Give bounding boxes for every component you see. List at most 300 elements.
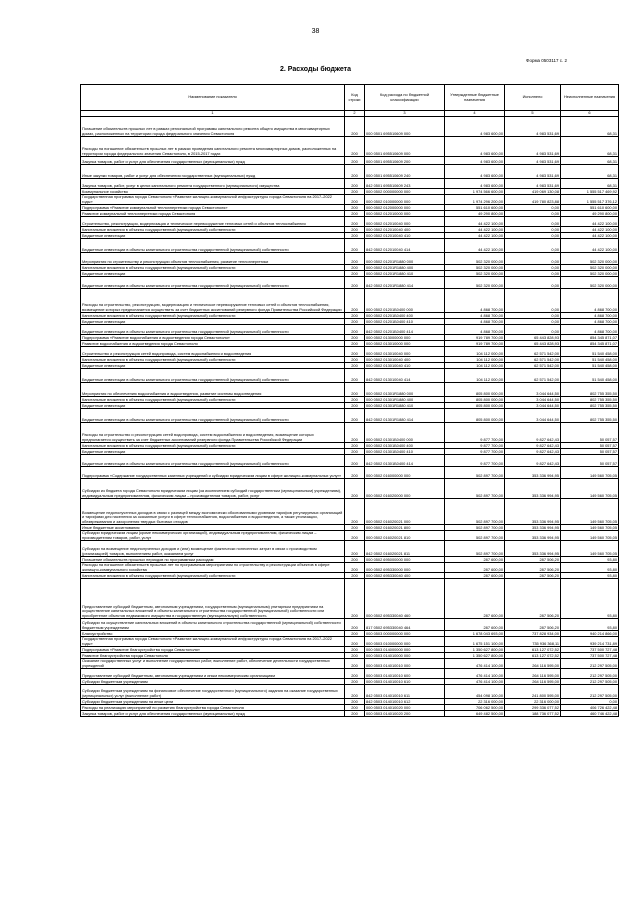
row-executed-amount: 0,00 — [505, 227, 561, 233]
row-name: Капитальные вложения в объекты государственной (муниципальной) собственности — [81, 573, 345, 579]
row-executed-amount: 287 506,20 — [505, 579, 561, 619]
row-remaining-amount: 4 868 700,00 — [561, 313, 619, 319]
row-executed-amount: 287 506,20 — [505, 563, 561, 573]
row-name: Субсидии из бюджета города Севастополя юридическим лицам (за исключением субсидий государственным (муниципальным) учреждениям), индивидуальным предпринимателям, физическим лицам – производителям товаров, работ, услуг — [81, 479, 345, 499]
row-approved-amount: 287 600,00 — [445, 619, 505, 631]
row-classification-code: 000 0502 01201R1880 400 — [365, 265, 445, 271]
row-name: Бюджетные инвестиции — [81, 233, 345, 239]
row-remaining-amount: 502 320 000,00 — [561, 277, 619, 289]
row-executed-amount: 287 506,20 — [505, 619, 561, 631]
row-name: Бюджетные инвестиции — [81, 271, 345, 277]
row-line-code: 200 — [345, 325, 365, 335]
row-classification-code: 000 0502 012010040 000 — [365, 217, 445, 227]
row-classification-code: 000 0503 014010000 000 — [365, 653, 445, 659]
row-name: Субсидии юридическим лицам (кроме некоммерческих организаций), индивидуальным предпринимателям, физическим лицам – производителям товаров, работ, услуг — [81, 531, 345, 541]
table-row — [81, 137, 619, 157]
row-remaining-amount: 50 057,57 — [561, 423, 619, 443]
table-row — [81, 253, 619, 265]
row-name: Закупка товаров, работ и услуг для обеспечения государственных (муниципальных) нужд — [81, 157, 345, 165]
table-row — [81, 369, 619, 383]
row-line-code: 200 — [345, 685, 365, 699]
row-remaining-amount: 93,80 — [561, 563, 619, 573]
row-executed-amount: 419 780 823,88 — [505, 195, 561, 205]
row-line-code: 200 — [345, 265, 365, 271]
row-remaining-amount: 502 320 000,00 — [561, 271, 619, 277]
row-approved-amount: 4 868 700,00 — [445, 313, 505, 319]
row-executed-amount: 0,00 — [505, 211, 561, 217]
row-executed-amount: 264 116 595,00 — [505, 669, 561, 679]
row-classification-code: 842 0502 013010040 414 — [365, 369, 445, 383]
row-classification-code: 000 0502 01201R1880 410 — [365, 271, 445, 277]
row-executed-amount: 419 069 130,08 — [505, 189, 561, 195]
row-name: Расходы на погашение обязательств прошлых лет по программным мероприятиям по строительству и реконструкции объектов в сфере жилищно-коммунального хозяйства — [81, 563, 345, 573]
row-executed-amount: 353 336 994,95 — [505, 531, 561, 541]
row-remaining-amount: 50 057,57 — [561, 449, 619, 455]
row-classification-code: 000 0502 01301R1880 410 — [365, 403, 445, 409]
row-classification-code: 000 0503 014010020 000 — [365, 705, 445, 711]
row-name: Благоустройство — [81, 631, 345, 637]
row-remaining-amount: 212 297 505,00 — [561, 669, 619, 679]
row-approved-amount: 287 600,00 — [445, 579, 505, 619]
row-line-code: 200 — [345, 357, 365, 363]
row-executed-amount: 9 827 642,43 — [505, 443, 561, 449]
table-row — [81, 579, 619, 619]
expenditure-table — [80, 84, 619, 717]
row-line-code: 200 — [345, 563, 365, 573]
column-header-executed: Исполнено — [505, 85, 561, 111]
row-classification-code: 000 0503 000000000 000 — [365, 631, 445, 637]
row-line-code: 200 — [345, 137, 365, 157]
row-executed-amount: 4 983 531,69 — [505, 157, 561, 165]
table-row — [81, 685, 619, 699]
row-remaining-amount: 68,31 — [561, 157, 619, 165]
row-classification-code: 000 0502 01201R1880 000 — [365, 253, 445, 265]
table-row — [81, 563, 619, 573]
row-line-code: 200 — [345, 579, 365, 619]
table-row — [81, 531, 619, 541]
row-remaining-amount: 940 214 866,00 — [561, 631, 619, 637]
row-approved-amount: 805 800 000,00 — [445, 383, 505, 397]
row-classification-code: 000 0502 013010000 000 — [365, 341, 445, 347]
row-remaining-amount: 51 540 458,00 — [561, 347, 619, 357]
row-approved-amount: 502 320 000,00 — [445, 271, 505, 277]
row-line-code: 200 — [345, 313, 365, 319]
row-name: Бюджетные инвестиции — [81, 403, 345, 409]
row-classification-code: 842 0502 016020021 811 — [365, 541, 445, 557]
row-remaining-amount: 0,00 — [561, 699, 619, 705]
row-approved-amount: 104 112 000,00 — [445, 369, 505, 383]
row-executed-amount: 0,00 — [505, 319, 561, 325]
row-remaining-amount: 50 057,57 — [561, 443, 619, 449]
row-remaining-amount: 854 345 871,07 — [561, 335, 619, 341]
row-name: Бюджетные инвестиции в объекты капитального строительства государственной (муниципальной) собственности — [81, 369, 345, 383]
column-header-name: Наименование показателя — [81, 85, 345, 111]
column-header-approved: Утвержденные бюджетные назначения — [445, 85, 505, 111]
row-classification-code: 000 0502 01301R1880 000 — [365, 383, 445, 397]
row-line-code: 200 — [345, 369, 365, 383]
row-line-code: 200 — [345, 499, 365, 525]
row-remaining-amount: 93,80 — [561, 579, 619, 619]
row-remaining-amount: 68,31 — [561, 137, 619, 157]
row-remaining-amount: 51 540 458,00 — [561, 357, 619, 363]
row-remaining-amount: 212 297 505,00 — [561, 659, 619, 669]
row-executed-amount: 241 800 595,00 — [505, 685, 561, 699]
row-classification-code: 842 0502 01201Б0400 414 — [365, 325, 445, 335]
row-name: Закупка товаров, работ и услуг для обеспечения государственных (муниципальных) нужд — [81, 711, 345, 717]
row-executed-amount: 62 571 542,00 — [505, 363, 561, 369]
row-name: Субсидии на осуществление капитальных вложений в объекты капитального строительства государственной (муниципальной) собственности бюджетным учреждениям — [81, 619, 345, 631]
row-approved-amount: 4 983 600,00 — [445, 137, 505, 157]
row-line-code: 200 — [345, 363, 365, 369]
row-approved-amount: 805 800 000,00 — [445, 403, 505, 409]
row-line-code: 200 — [345, 455, 365, 467]
row-executed-amount: 353 336 994,95 — [505, 499, 561, 525]
row-name: Расходы на строительство и реконструкцию сетей водопровода, систем водоснабжения и водоотведения, возмещение которых предполагается осуществить за счет бюджетных ассигнований резервного фонда Правительства Российской Федерации — [81, 423, 345, 443]
row-remaining-amount: 149 560 705,05 — [561, 525, 619, 531]
row-line-code: 200 — [345, 479, 365, 499]
row-approved-amount: 4 983 600,00 — [445, 165, 505, 179]
row-executed-amount: 22 316 000,00 — [505, 699, 561, 705]
row-classification-code: 000 0502 016020021 000 — [365, 499, 445, 525]
row-executed-amount: 353 336 994,95 — [505, 525, 561, 531]
row-executed-amount: 353 336 994,95 — [505, 541, 561, 557]
row-line-code: 200 — [345, 179, 365, 189]
row-line-code: 200 — [345, 637, 365, 647]
row-name: Возмещение недополученных доходов в связи с разницей между экономически обоснованными уровнями тарифов регулируемых организаций и тарифами для населения за оказанные услуги в сфере теплоснабжения, водоснабжения и водоотведения, а также утилизации, обезвреживания и захоронения твердых бытовых отходов — [81, 499, 345, 525]
row-executed-amount: 188 736 077,52 — [505, 711, 561, 717]
row-line-code: 200 — [345, 239, 365, 253]
row-classification-code: 000 0503 010000000 000 — [365, 637, 445, 647]
row-classification-code: 000 0502 012010040 400 — [365, 227, 445, 233]
row-approved-amount: 1 350 627 800,00 — [445, 647, 505, 653]
row-executed-amount: 62 571 542,00 — [505, 347, 561, 357]
row-name: Погашение обязательств прошлых лет в рамках региональной программы капитального ремонта общего имущества в многоквартирных домах, расположенных на территории города федерального значения Севастополя — [81, 117, 345, 137]
row-approved-amount: 476 414 100,00 — [445, 669, 505, 679]
row-line-code: 200 — [345, 403, 365, 409]
row-remaining-amount: 4 868 700,00 — [561, 319, 619, 325]
row-name: Бюджетные инвестиции в объекты капитального строительства государственной (муниципальной) собственности — [81, 277, 345, 289]
row-approved-amount: 502 897 700,00 — [445, 541, 505, 557]
row-executed-amount: 0,00 — [505, 253, 561, 265]
row-approved-amount: 805 800 000,00 — [445, 409, 505, 423]
row-executed-amount: 0,00 — [505, 239, 561, 253]
row-line-code: 200 — [345, 347, 365, 357]
row-remaining-amount: 854 345 871,07 — [561, 341, 619, 347]
row-line-code: 200 — [345, 699, 365, 705]
table-row — [81, 541, 619, 557]
row-executed-amount: 9 827 642,43 — [505, 423, 561, 443]
row-approved-amount: 22 316 000,00 — [445, 699, 505, 705]
table-row — [81, 479, 619, 499]
row-name: Развитие коммунальной теплоэнергетики города Севастополя — [81, 211, 345, 217]
row-classification-code: 842 0501 695510609 243 — [365, 179, 445, 189]
section-title: 2. Расходы бюджета — [280, 66, 351, 73]
row-executed-amount: 735 936 368,11 — [505, 637, 561, 647]
row-line-code: 200 — [345, 557, 365, 563]
row-classification-code: 000 0502 012000000 000 — [365, 205, 445, 211]
row-classification-code: 000 0502 000000000 000 — [365, 189, 445, 195]
row-name: Бюджетные инвестиции в объекты капитального строительства государственной (муниципальной) собственности — [81, 455, 345, 467]
row-remaining-amount: 802 755 355,50 — [561, 383, 619, 397]
row-line-code: 200 — [345, 443, 365, 449]
table-row — [81, 277, 619, 289]
table-row — [81, 157, 619, 165]
table-row — [81, 289, 619, 313]
row-line-code: 200 — [345, 277, 365, 289]
row-classification-code: 842 0503 014010010 611 — [365, 685, 445, 699]
row-approved-amount: 287 600,00 — [445, 573, 505, 579]
row-approved-amount: 9 877 700,00 — [445, 423, 505, 443]
row-remaining-amount: 149 560 705,05 — [561, 541, 619, 557]
column-number: 6 — [561, 111, 619, 117]
row-classification-code: 000 0502 01301Б0400 000 — [365, 423, 445, 443]
row-classification-code: 000 0501 695510609 000 — [365, 137, 445, 157]
row-approved-amount: 502 897 700,00 — [445, 499, 505, 525]
row-classification-code: 000 0502 01301Б0400 410 — [365, 449, 445, 455]
column-number: 1 — [81, 111, 345, 117]
page-number: 38 — [311, 28, 320, 35]
row-approved-amount: 44 422 100,00 — [445, 227, 505, 233]
row-line-code: 200 — [345, 449, 365, 455]
row-approved-amount: 1 678 043 693,00 — [445, 631, 505, 637]
row-approved-amount: 104 112 000,00 — [445, 357, 505, 363]
table-row — [81, 619, 619, 631]
row-executed-amount: 264 116 595,00 — [505, 659, 561, 669]
row-classification-code: 000 0502 01301Б0400 400 — [365, 443, 445, 449]
row-approved-amount: 1 675 151 100,00 — [445, 637, 505, 647]
row-line-code: 200 — [345, 531, 365, 541]
row-line-code: 200 — [345, 573, 365, 579]
row-classification-code: 842 0503 014010010 612 — [365, 699, 445, 705]
row-remaining-amount: 212 297 505,00 — [561, 679, 619, 685]
row-classification-code: 000 0501 695510609 000 — [365, 117, 445, 137]
row-remaining-amount: 149 560 705,05 — [561, 467, 619, 479]
row-line-code: 200 — [345, 227, 365, 233]
table-body — [81, 117, 619, 717]
row-classification-code: 842 0502 01301Б0400 414 — [365, 455, 445, 467]
row-classification-code: 000 0502 01201Б0400 410 — [365, 319, 445, 325]
row-approved-amount: 287 600,00 — [445, 557, 505, 563]
row-line-code: 200 — [345, 397, 365, 403]
table-row — [81, 347, 619, 357]
row-name: Государственная программа города Севастополя «Развитие жилищно-коммунальной инфраструктуры города Севастополя на 2017–2022 годы» — [81, 637, 345, 647]
row-classification-code: 817 0502 695330040 464 — [365, 619, 445, 631]
form-code: Форма 0503117 с. 2 — [526, 58, 567, 63]
table-row — [81, 325, 619, 335]
row-executed-amount: 4 983 531,69 — [505, 117, 561, 137]
row-line-code: 200 — [345, 705, 365, 711]
row-approved-amount: 4 983 600,00 — [445, 117, 505, 137]
row-classification-code: 000 0502 010000000 000 — [365, 195, 445, 205]
row-executed-amount: 353 336 994,95 — [505, 467, 561, 479]
row-remaining-amount: 802 755 355,50 — [561, 409, 619, 423]
row-executed-amount: 3 044 644,50 — [505, 397, 561, 403]
row-executed-amount: 0,00 — [505, 205, 561, 211]
row-classification-code: 842 0502 012010040 414 — [365, 239, 445, 253]
row-executed-amount: 0,00 — [505, 277, 561, 289]
row-approved-amount: 44 422 100,00 — [445, 233, 505, 239]
row-line-code: 200 — [345, 423, 365, 443]
row-classification-code: 000 0502 01201Б0400 000 — [365, 289, 445, 313]
row-executed-amount: 65 443 828,93 — [505, 341, 561, 347]
row-remaining-amount: 502 320 000,00 — [561, 253, 619, 265]
row-line-code: 200 — [345, 467, 365, 479]
row-line-code: 200 — [345, 383, 365, 397]
row-approved-amount: 706 062 500,00 — [445, 705, 505, 711]
row-line-code: 200 — [345, 195, 365, 205]
row-approved-amount: 551 610 600,00 — [445, 205, 505, 211]
row-remaining-amount: 212 297 505,00 — [561, 685, 619, 699]
row-remaining-amount: 50 057,57 — [561, 455, 619, 467]
row-remaining-amount: 68,31 — [561, 117, 619, 137]
row-line-code: 200 — [345, 271, 365, 277]
row-name: Мероприятия по обеспечению водоснабжения и водоотведения, развитие системы водоотведения — [81, 383, 345, 397]
row-executed-amount: 4 983 531,69 — [505, 165, 561, 179]
row-classification-code: 000 0502 013010040 000 — [365, 347, 445, 357]
table-row — [81, 217, 619, 227]
row-approved-amount: 49 290 800,00 — [445, 211, 505, 217]
row-approved-amount: 44 422 100,00 — [445, 217, 505, 227]
column-header-classification-code: Код расхода по бюджетной классификации — [365, 85, 445, 111]
row-classification-code: 000 0502 016000000 000 — [365, 467, 445, 479]
row-classification-code: 000 0502 695330040 400 — [365, 573, 445, 579]
row-line-code: 200 — [345, 253, 365, 265]
row-line-code: 200 — [345, 319, 365, 325]
row-remaining-amount: 51 540 458,00 — [561, 363, 619, 369]
row-approved-amount: 502 320 000,00 — [445, 265, 505, 271]
row-remaining-amount: 51 540 458,00 — [561, 369, 619, 383]
row-classification-code: 000 0502 016020021 810 — [365, 531, 445, 541]
row-approved-amount: 104 112 000,00 — [445, 347, 505, 357]
row-line-code: 200 — [345, 341, 365, 347]
row-name: Бюджетные инвестиции — [81, 363, 345, 369]
row-remaining-amount: 44 422 100,00 — [561, 227, 619, 233]
row-line-code: 200 — [345, 679, 365, 685]
row-approved-amount: 502 897 700,00 — [445, 479, 505, 499]
table-row — [81, 239, 619, 253]
row-name: Расходы на строительство, реконструкцию, модернизацию и техническое перевооружение тепловых сетей и объектов теплоснабжения, возмещение которых предполагается осуществить за счет бюджетных ассигнований резервного фонда Правительства Российской Федерации — [81, 289, 345, 313]
row-executed-amount: 0,00 — [505, 325, 561, 335]
row-executed-amount: 0,00 — [505, 217, 561, 227]
row-line-code: 200 — [345, 711, 365, 717]
row-remaining-amount: 406 726 422,48 — [561, 705, 619, 711]
row-name: Капитальные вложения в объекты государственной (муниципальной) собственности — [81, 313, 345, 319]
row-executed-amount: 62 571 542,00 — [505, 357, 561, 363]
row-classification-code: 000 0502 695330040 460 — [365, 579, 445, 619]
row-approved-amount: 9 877 700,00 — [445, 455, 505, 467]
row-name: Капитальные вложения в объекты государственной (муниципальной) собственности — [81, 357, 345, 363]
row-classification-code: 000 0502 695330000 000 — [365, 563, 445, 573]
row-remaining-amount: 802 755 355,50 — [561, 397, 619, 403]
table-row — [81, 467, 619, 479]
row-approved-amount: 502 897 700,00 — [445, 525, 505, 531]
row-line-code: 200 — [345, 189, 365, 195]
row-executed-amount: 613 127 072,52 — [505, 647, 561, 653]
row-executed-amount: 613 127 072,52 — [505, 653, 561, 659]
row-classification-code: 842 0502 01301R1880 414 — [365, 409, 445, 423]
row-remaining-amount: 93,80 — [561, 557, 619, 563]
table-row — [81, 117, 619, 137]
row-executed-amount: 4 983 531,69 — [505, 179, 561, 189]
row-executed-amount: 353 336 994,95 — [505, 479, 561, 499]
row-line-code: 200 — [345, 205, 365, 211]
row-remaining-amount: 93,80 — [561, 619, 619, 631]
row-name: Капитальные вложения в объекты государственной (муниципальной) собственности — [81, 443, 345, 449]
row-name: Строительство, реконструкция, модернизация и техническое перевооружение тепловых сетей и объектов теплоснабжения — [81, 217, 345, 227]
row-executed-amount: 3 044 644,50 — [505, 409, 561, 423]
row-remaining-amount: 737 500 727,48 — [561, 647, 619, 653]
row-name: Подпрограмма «Содержание государственных казенных учреждений и субсидии юридическим лицам в сфере жилищно-коммунальных услуг» — [81, 467, 345, 479]
column-number: 4 — [445, 111, 505, 117]
row-executed-amount: 0,00 — [505, 271, 561, 277]
row-line-code: 200 — [345, 669, 365, 679]
row-remaining-amount: 93,80 — [561, 573, 619, 579]
row-name: Оказание государственных услуг и выполнение государственных работ, выполнение работ, обеспечение деятельности государственных учреждений — [81, 659, 345, 669]
row-remaining-amount: 551 610 600,00 — [561, 205, 619, 211]
row-approved-amount: 805 800 000,00 — [445, 397, 505, 403]
row-name: Бюджетные инвестиции в объекты капитального строительства государственной (муниципальной) собственности — [81, 325, 345, 335]
row-name: Погашение обязательств прошлых периодов по программным расходам — [81, 557, 345, 563]
row-executed-amount: 0,00 — [505, 265, 561, 271]
row-name: Бюджетные инвестиции в объекты капитального строительства государственной (муниципальной) собственности — [81, 239, 345, 253]
table-row — [81, 711, 619, 717]
row-approved-amount: 44 422 100,00 — [445, 239, 505, 253]
row-classification-code: 000 0502 013000000 000 — [365, 335, 445, 341]
row-approved-amount: 919 789 700,00 — [445, 341, 505, 347]
column-header-remaining: Неисполненные назначения — [561, 85, 619, 111]
row-executed-amount: 0,00 — [505, 233, 561, 239]
row-name: Предоставление субсидий бюджетным, автономным учреждениям, государственным (муниципальным) унитарным предприятиям на осуществление капитальных вложений в объекты капитального строительства государственной (муниципальной) собственности или приобретение объектов недвижимого имущества в государственную (муниципальную) собственность — [81, 579, 345, 619]
row-name: Капитальные вложения в объекты государственной (муниципальной) собственности — [81, 265, 345, 271]
row-name: Строительство и реконструкция сетей водопровода, систем водоснабжения и водоотведения — [81, 347, 345, 357]
row-name: Подпрограмма «Развитие водоснабжения и водоотведения города Севастополя» — [81, 335, 345, 341]
row-executed-amount: 4 983 531,69 — [505, 137, 561, 157]
row-approved-amount: 104 112 000,00 — [445, 363, 505, 369]
row-approved-amount: 1 974 566 600,00 — [445, 189, 505, 195]
row-approved-amount: 502 897 700,00 — [445, 467, 505, 479]
row-classification-code: 000 0502 012010000 000 — [365, 211, 445, 217]
row-approved-amount: 4 868 700,00 — [445, 289, 505, 313]
row-approved-amount: 502 320 000,00 — [445, 277, 505, 289]
row-executed-amount: 737 828 934,00 — [505, 631, 561, 637]
row-approved-amount: 454 098 100,00 — [445, 685, 505, 699]
table-row — [81, 165, 619, 179]
table-row — [81, 669, 619, 679]
row-name: Иные закупки товаров, работ и услуг для обеспечения государственных (муниципальных) нужд — [81, 165, 345, 179]
row-name: Субсидии бюджетным учреждениям на иные цели — [81, 699, 345, 705]
table-row — [81, 455, 619, 467]
table-row — [81, 423, 619, 443]
row-executed-amount: 3 044 644,50 — [505, 403, 561, 409]
row-line-code: 200 — [345, 647, 365, 653]
row-name: Предоставление субсидий бюджетным, автономным учреждениям и иным некоммерческим организациям — [81, 669, 345, 679]
row-approved-amount: 1 350 627 800,00 — [445, 653, 505, 659]
row-remaining-amount: 68,31 — [561, 165, 619, 179]
row-name: Субсидии на возмещение недополученных доходов и (или) возмещение фактически понесенных затрат в связи с производством (реализацией) товаров, выполнением работ, оказанием услуг — [81, 541, 345, 557]
row-line-code: 200 — [345, 409, 365, 423]
row-approved-amount: 287 600,00 — [445, 563, 505, 573]
row-remaining-amount: 4 868 700,00 — [561, 289, 619, 313]
row-executed-amount: 65 443 828,93 — [505, 335, 561, 341]
row-approved-amount: 649 482 500,00 — [445, 711, 505, 717]
row-name: Мероприятия по строительству и реконструкции объектов теплоснабжения, развитие теплоэнергетики — [81, 253, 345, 265]
row-approved-amount: 476 414 100,00 — [445, 659, 505, 669]
row-remaining-amount: 44 422 100,00 — [561, 233, 619, 239]
row-approved-amount: 1 974 296 200,00 — [445, 195, 505, 205]
row-classification-code: 000 0502 012010040 410 — [365, 233, 445, 239]
row-name: Подпрограмма «Развитие коммунальной теплоэнергетики города Севастополя» — [81, 205, 345, 211]
row-name: Бюджетные инвестиции в объекты капитального строительства государственной (муниципальной) собственности — [81, 409, 345, 423]
